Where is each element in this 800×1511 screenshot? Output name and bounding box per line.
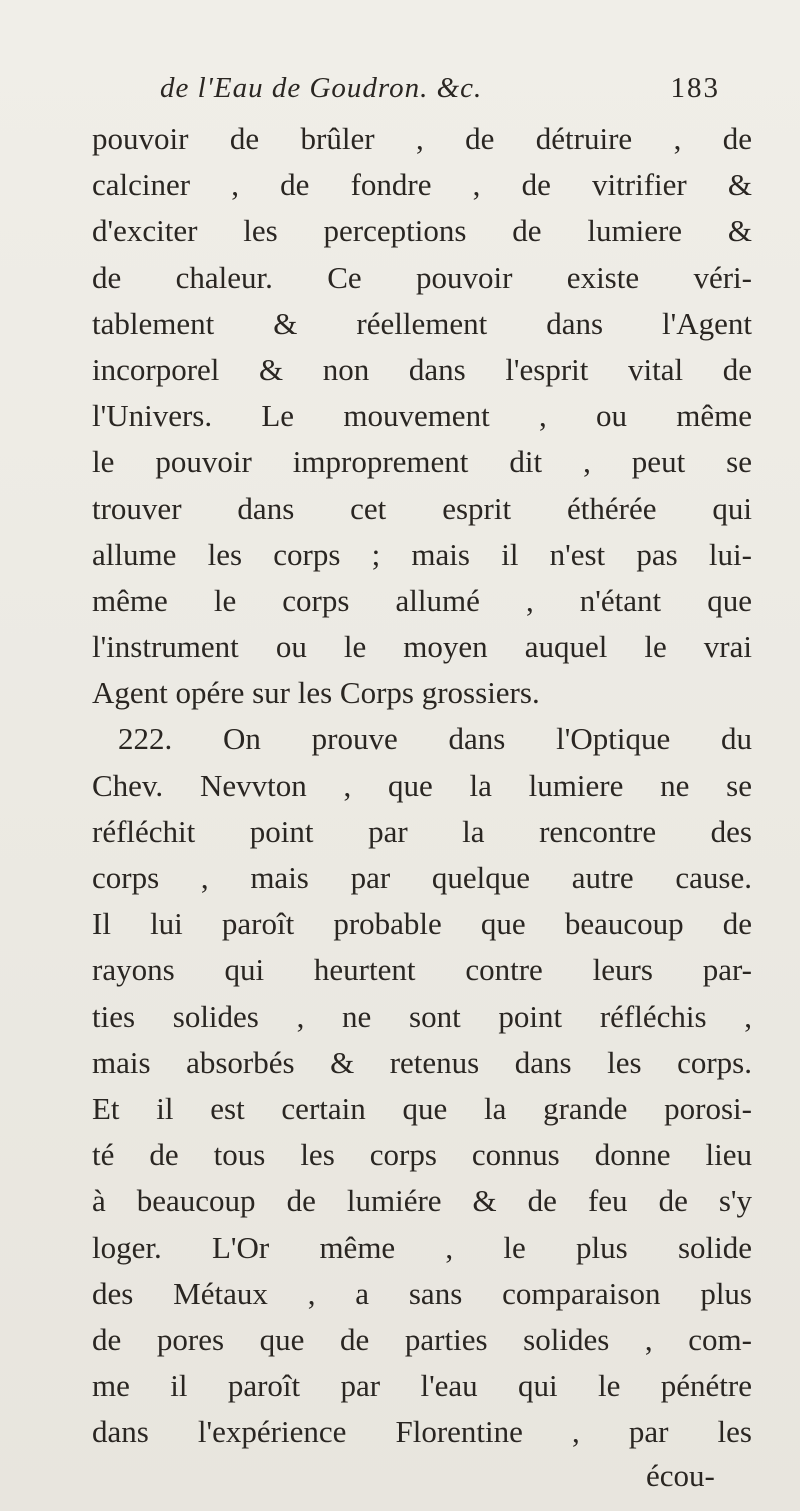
text-line: le pouvoir improprement dit , peut se	[92, 444, 752, 480]
text-line: même le corps allumé , n'étant que	[92, 582, 752, 618]
text-line: corps , mais par quelque autre cause.	[92, 860, 752, 895]
text-line: réfléchit point par la rencontre des	[92, 813, 752, 849]
text-line: calciner , de fondre , de vitrifier &	[92, 167, 752, 203]
text-line: pouvoir de brûler , de détruire , de	[92, 121, 752, 156]
running-head	[160, 72, 720, 116]
paragraph-start-line: 222. On prouve dans l'Optique du	[118, 721, 752, 757]
body-text	[92, 116, 752, 1455]
text-line: rayons qui heurtent contre leurs par-	[92, 952, 752, 988]
catchword: écou-	[646, 1458, 715, 1493]
text-line: dans l'expérience Florentine , par les	[92, 1414, 752, 1450]
text-line: Chev. Nevvton , que la lumiere ne se	[92, 767, 752, 803]
text-line: à beaucoup de lumiére & de feu de s'y	[92, 1183, 752, 1219]
text-line: de pores que de parties solides , com-	[92, 1321, 752, 1357]
text-line: d'exciter les perceptions de lumiere &	[92, 213, 752, 249]
text-line: Agent opére sur les Corps grossiers.	[92, 675, 540, 711]
text-line: des Métaux , a sans comparaison plus	[92, 1275, 752, 1311]
text-line: té de tous les corps connus donne lieu	[92, 1137, 752, 1173]
text-line: Et il est certain que la grande porosi-	[92, 1090, 752, 1126]
text-line: incorporel & non dans l'esprit vital de	[92, 351, 752, 387]
text-line: l'Univers. Le mouvement , ou même	[92, 398, 752, 434]
text-line: de chaleur. Ce pouvoir existe véri-	[92, 259, 752, 295]
text-line: me il paroît par l'eau qui le pénétre	[92, 1368, 752, 1404]
text-line: mais absorbés & retenus dans les corps.	[92, 1044, 752, 1080]
text-line: trouver dans cet esprit éthérée qui	[92, 490, 752, 526]
page-number: 183	[670, 72, 720, 104]
text-line: Il lui paroît probable que beaucoup de	[92, 906, 752, 942]
text-line: l'instrument ou le moyen auquel le vrai	[92, 629, 752, 665]
running-head-title: de l'Eau de Goudron. &c.	[160, 72, 483, 104]
text-line: allume les corps ; mais il n'est pas lui-	[92, 536, 752, 572]
text-line: ties solides , ne sont point réfléchis ,	[92, 998, 752, 1034]
text-line: tablement & réellement dans l'Agent	[92, 305, 752, 341]
text-line: loger. L'Or même , le plus solide	[92, 1229, 752, 1265]
